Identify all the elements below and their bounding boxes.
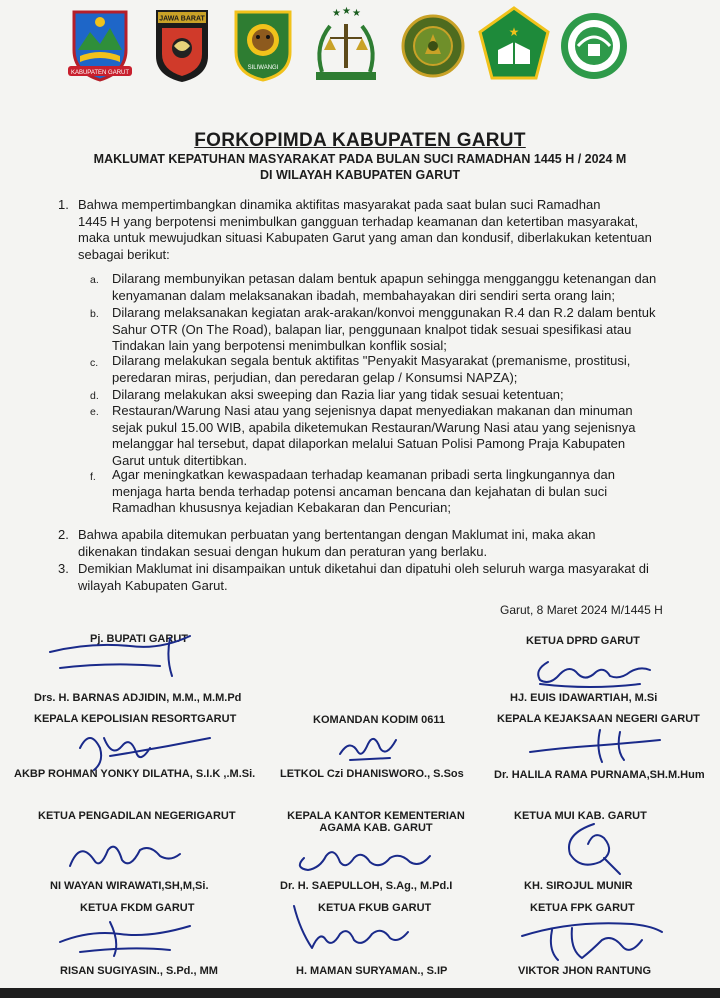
subitem-letter: d. — [90, 390, 99, 402]
svg-text:★: ★ — [352, 8, 361, 19]
fkdm-signature — [50, 912, 210, 962]
subitem-b — [112, 305, 682, 355]
text-line: Bahwa apabila ditemukan perbuatan yang bertentangan dengan Maklumat ini, maka akan — [78, 527, 596, 542]
pengadilan-seal-logo — [400, 6, 466, 84]
bupati-signature — [40, 628, 210, 688]
text-line: melanggar hal tersebut, dapat dilaporkan melalui Satuan Polisi Pamong Praja Kabupaten — [112, 436, 626, 451]
text-line: sejak pukul 15.00 WIB, apabila diketemukan Restauran/Warung Nasi atau yang sejenisnya — [112, 419, 636, 435]
kapolres-name: AKBP ROHMAN YONKY DILATHA, S.I.K ,.M.Si. — [14, 768, 256, 780]
text-line: maka untuk mewujudkan situasi Kabupaten Garut yang aman dan kondusif, diberlakukan ketentuan — [78, 230, 652, 245]
point-number: 3. — [58, 561, 69, 576]
fkdm-title: KETUA FKDM GARUT — [80, 902, 195, 914]
svg-text:JAWA BARAT: JAWA BARAT — [159, 15, 205, 23]
kemenag-name: Dr. H. SAEPULLOH, S.Ag., M.Pd.I — [280, 880, 453, 892]
subitem-f — [112, 467, 682, 517]
dprd-name: HJ. EUIS IDAWARTIAH, M.Si — [510, 692, 658, 704]
text-line: Restauran/Warung Nasi atau yang sejenisnya dapat menyediakan makanan dan minuman — [112, 403, 633, 418]
dprd-title: KETUA DPRD GARUT — [526, 635, 640, 647]
kemenag-signature — [290, 838, 440, 878]
bottom-edge-bar — [0, 988, 720, 998]
fpk-title: KETUA FPK GARUT — [530, 902, 635, 914]
text-line: Demikian Maklumat ini disampaikan untuk diketahui dan dipatuhi oleh seluruh warga masyarakat di — [78, 561, 649, 576]
svg-text:★: ★ — [332, 8, 341, 19]
point-2-text — [78, 527, 678, 560]
bupati-name: Drs. H. BARNAS ADJIDIN, M.M., M.M.Pd — [34, 692, 242, 704]
kejaksaan-logo — [308, 6, 384, 86]
text-line: dikenakan tindakan sesuai dengan hukum dan peraturan yang berlaku. — [78, 543, 488, 559]
logo-row — [60, 6, 660, 88]
document-subtitle-line2: DI WILAYAH KABUPATEN GARUT — [259, 168, 460, 182]
kajari-signature — [520, 722, 670, 772]
subitem-letter: e. — [90, 406, 99, 418]
text-line: Ramadhan khususnya kejadian Kebakaran dan Pencurian; — [112, 500, 451, 515]
text-line: peredaran miras, perjudian, dan peredaran gelap / Konsumsi NAPZA); — [112, 369, 518, 385]
subitem-a — [112, 271, 682, 304]
fpk-name: VIKTOR JHON RANTUNG — [518, 965, 652, 977]
bupati-title: Pj. BUPATI GARUT — [90, 633, 188, 645]
subitem-d — [112, 387, 682, 404]
dandim-name: LETKOL Czi DHANISWORO., S.Sos — [280, 768, 464, 780]
kabupaten-garut-logo — [66, 6, 134, 82]
point-number: 2. — [58, 527, 69, 542]
text-line: Dilarang membunyikan petasan dalam bentuk apapun sehingga mengganggu ketenangan dan — [112, 271, 657, 286]
text-line: kenyamanan dalam melaksanakan ibadah, membahayakan diri sendiri serta orang lain; — [112, 287, 615, 303]
text-line: Garut untuk ditertibkan. — [112, 452, 248, 468]
fkub-signature — [286, 900, 426, 960]
kajari-title: KEPALA KEJAKSAAN NEGERI GARUT — [497, 713, 700, 725]
kodam-siliwangi-logo — [232, 6, 294, 82]
kajari-name: Dr. HALILA RAMA PURNAMA,SH.M.Hum — [494, 769, 705, 781]
text-line: Dilarang melakukan aksi sweeping dan Razia liar yang tidak sesuai ketentuan; — [112, 387, 564, 402]
text-line: Tindakan lain yang berpotensi menimbulkan konflik sosial; — [112, 338, 447, 353]
mui-name: KH. SIROJUL MUNIR — [524, 880, 633, 892]
mui-title: KETUA MUI KAB. GARUT — [514, 810, 647, 822]
subitem-e — [112, 403, 682, 469]
kapolres-title: KEPALA KEPOLISIAN RESORTGARUT — [34, 713, 237, 725]
subitem-c — [112, 353, 682, 386]
kemenag-title — [276, 810, 476, 834]
point-1-text — [78, 197, 678, 263]
mui-signature — [554, 818, 634, 878]
text-line: 1445 H yang berpotensi menimbulkan gangguan terhadap keamanan dan ketertiban masyarakat, — [78, 213, 639, 229]
svg-text:★: ★ — [508, 25, 520, 39]
text-line: sebagai berikut: — [78, 246, 170, 262]
pn-name: NI WAYAN WIRAWATI,SH,M,Si. — [50, 880, 209, 892]
subitem-letter: a. — [90, 274, 99, 286]
text-line: Dilarang melakukan segala bentuk aktifitas "Penyakit Masyarakat (premanisme, prostitusi, — [112, 353, 631, 368]
svg-text:KABUPATEN GARUT: KABUPATEN GARUT — [70, 70, 130, 76]
kemenag-title-line1: KEPALA KANTOR KEMENTERIAN — [287, 810, 465, 822]
text-line: Sahur OTR (On The Road), balapan liar, penggunaan knalpot tidak sesuai spesifikasi atau — [112, 321, 632, 337]
kemenag-title-line2: AGAMA KAB. GARUT — [319, 822, 433, 834]
text-line: menjaga harta benda terhadap potensi ancaman bencana dan kejahatan di bulan suci — [112, 483, 608, 499]
dandim-title: KOMANDAN KODIM 0611 — [313, 714, 446, 726]
text-line: Agar meningkatkan kewaspadaan terhadap keamanan pribadi serta lingkungannya dan — [112, 467, 616, 482]
dandim-signature — [330, 718, 420, 768]
fkub-title: KETUA FKUB GARUT — [318, 902, 432, 914]
document-subtitle-line1: MAKLUMAT KEPATUHAN MASYARAKAT PADA BULAN SUCI RAMADHAN 1445 H / 2024 M — [93, 152, 627, 166]
subitem-letter: b. — [90, 308, 99, 320]
text-line: Bahwa mempertimbangkan dinamika aktifitas masyarakat pada saat bulan suci Ramadhan — [78, 197, 601, 212]
dprd-signature — [530, 650, 670, 694]
fkdm-name: RISAN SUGIYASIN., S.Pd., MM — [60, 965, 218, 977]
subitem-letter: c. — [90, 357, 99, 369]
polda-jabar-logo — [152, 6, 212, 84]
point-3-text — [78, 561, 678, 594]
subitem-letter: f. — [90, 471, 96, 483]
fkub-name: H. MAMAN SURYAMAN., S.IP — [296, 965, 448, 977]
text-line: Dilarang melaksanakan kegiatan arak-arakan/konvoi menggunakan R.4 dan R.2 dalam bentuk — [112, 305, 656, 320]
svg-text:SILIWANGI: SILIWANGI — [247, 65, 279, 71]
signing-date: Garut, 8 Maret 2024 M/1445 H — [500, 603, 663, 617]
pn-title: KETUA PENGADILAN NEGERIGARUT — [38, 810, 236, 822]
fpk-signature — [512, 910, 672, 970]
text-line: wilayah Kabupaten Garut. — [78, 577, 228, 593]
svg-text:★: ★ — [342, 6, 351, 17]
document-title: FORKOPIMDA KABUPATEN GARUT — [194, 130, 526, 151]
mui-logo — [558, 6, 630, 84]
point-number: 1. — [58, 197, 69, 212]
kementerian-agama-logo — [478, 6, 550, 84]
pn-signature — [60, 830, 190, 880]
